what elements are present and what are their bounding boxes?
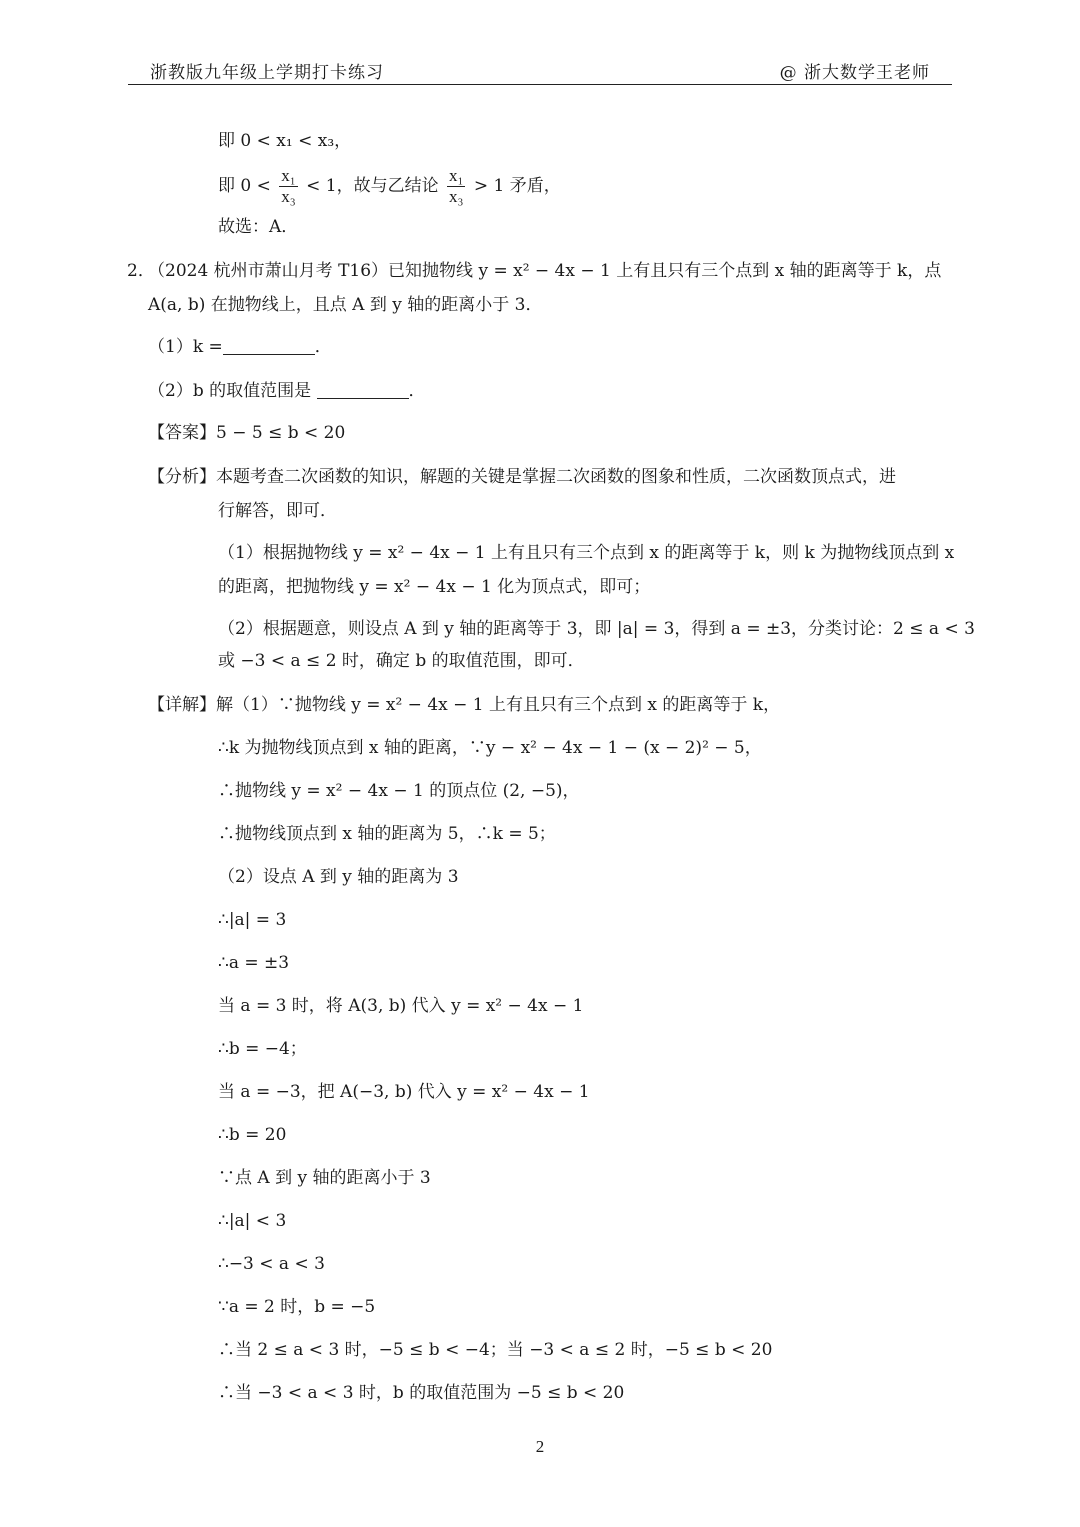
prev-line-2a: 即 0 < bbox=[218, 176, 271, 196]
answer-line: 【答案】5 − 5 ≤ b < 20 bbox=[148, 423, 346, 443]
detail-line: ∵点 A 到 y 轴的距离小于 3 bbox=[218, 1168, 431, 1188]
prev-line-2c: > 1 矛盾， bbox=[473, 176, 561, 196]
detail-line: ∵a = 2 时，b = −5 bbox=[218, 1297, 376, 1317]
page-header bbox=[128, 58, 952, 84]
fraction-1-den: x₃ bbox=[281, 187, 296, 206]
problem-stem-2: A(a, b) 在抛物线上，且点 A 到 y 轴的距离小于 3． bbox=[148, 295, 543, 315]
prev-line-2 bbox=[218, 166, 561, 207]
detail-line: ∴当 −3 < a < 3 时，b 的取值范围为 −5 ≤ b < 20 bbox=[218, 1383, 625, 1403]
fraction-2-num: x₁ bbox=[449, 166, 464, 185]
detail-line: ∴抛物线顶点到 x 轴的距离为 5，∴k = 5； bbox=[218, 824, 556, 844]
detail-line: （2）设点 A 到 y 轴的距离为 3 bbox=[218, 867, 459, 887]
header-rule bbox=[128, 84, 952, 85]
detail-line: 当 a = −3，把 A(−3, b) 代入 y = x² − 4x − 1 bbox=[218, 1082, 590, 1102]
fraction-2 bbox=[447, 166, 465, 207]
detail-line: ∴−3 < a < 3 bbox=[218, 1254, 325, 1274]
detail-line: ∴k 为抛物线顶点到 x 轴的距离，∵y − x² − 4x − 1 − (x − 2)² − 5， bbox=[218, 738, 762, 758]
question-1 bbox=[148, 334, 332, 360]
analysis-line-6: 或 −3 < a ≤ 2 时，确定 b 的取值范围，即可． bbox=[218, 651, 585, 671]
answer-blank-2 bbox=[317, 380, 409, 399]
detail-line: 当 a = 3 时，将 A(3, b) 代入 y = x² − 4x − 1 bbox=[218, 996, 584, 1016]
analysis-line-3: （1）根据抛物线 y = x² − 4x − 1 上有且只有三个点到 x 的距离等于 k，则 k 为抛物线顶点到 x bbox=[218, 543, 955, 563]
analysis-line-2: 行解答，即可． bbox=[218, 501, 337, 521]
detail-line: ∴抛物线 y = x² − 4x − 1 的顶点位 (2, −5)， bbox=[218, 781, 580, 801]
question-1-end: ． bbox=[314, 337, 332, 357]
question-2 bbox=[148, 378, 426, 404]
fraction-1 bbox=[279, 166, 297, 207]
analysis-line-5: （2）根据题意，则设点 A 到 y 轴的距离等于 3，即 |a| = 3，得到 a = ±3，分类讨论：2 ≤ a < 3 bbox=[218, 619, 975, 639]
problem-stem-1: （2024 杭州市萧山月考 T16）已知抛物线 y = x² − 4x − 1 上有且只有三个点到 x 轴的距离等于 k，点 bbox=[148, 261, 942, 281]
analysis-line-4: 的距离，把抛物线 y = x² − 4x − 1 化为顶点式，即可； bbox=[218, 577, 651, 597]
analysis-line-1: 【分析】本题考查二次函数的知识，解题的关键是掌握二次函数的图象和性质，二次函数顶点式，进 bbox=[148, 467, 896, 487]
answer-blank-1 bbox=[223, 336, 315, 355]
prev-line-3: 故选：A． bbox=[218, 217, 299, 237]
detail-line: ∴|a| = 3 bbox=[218, 910, 287, 930]
question-2-end: ． bbox=[408, 381, 426, 401]
fraction-2-den: x₃ bbox=[449, 187, 464, 206]
header-title: 浙教版九年级上学期打卡练习 bbox=[150, 63, 384, 83]
detail-line: ∴当 2 ≤ a < 3 时，−5 ≤ b < −4；当 −3 < a ≤ 2 时，−5 ≤ b < 20 bbox=[218, 1340, 773, 1360]
detail-line: ∴|a| < 3 bbox=[218, 1211, 287, 1231]
fraction-1-num: x₁ bbox=[281, 166, 296, 185]
detail-line: ∴b = 20 bbox=[218, 1125, 287, 1145]
question-1-label: （1）k = bbox=[148, 337, 223, 357]
prev-line-1: 即 0 < x₁ < x₃， bbox=[218, 131, 352, 151]
detail-line: ∴a = ±3 bbox=[218, 953, 290, 973]
detail-line: 【详解】解（1）∵抛物线 y = x² − 4x − 1 上有且只有三个点到 x 的距离等于 k， bbox=[148, 695, 781, 715]
page-number: 2 bbox=[535, 1437, 545, 1456]
question-2-label: （2）b 的取值范围是 bbox=[148, 381, 312, 401]
detail-line: ∴b = −4； bbox=[218, 1039, 307, 1059]
prev-line-2b: < 1，故与乙结论 bbox=[306, 176, 439, 196]
header-author: @ 浙大数学王老师 bbox=[779, 63, 930, 83]
problem-number: 2． bbox=[127, 261, 155, 281]
